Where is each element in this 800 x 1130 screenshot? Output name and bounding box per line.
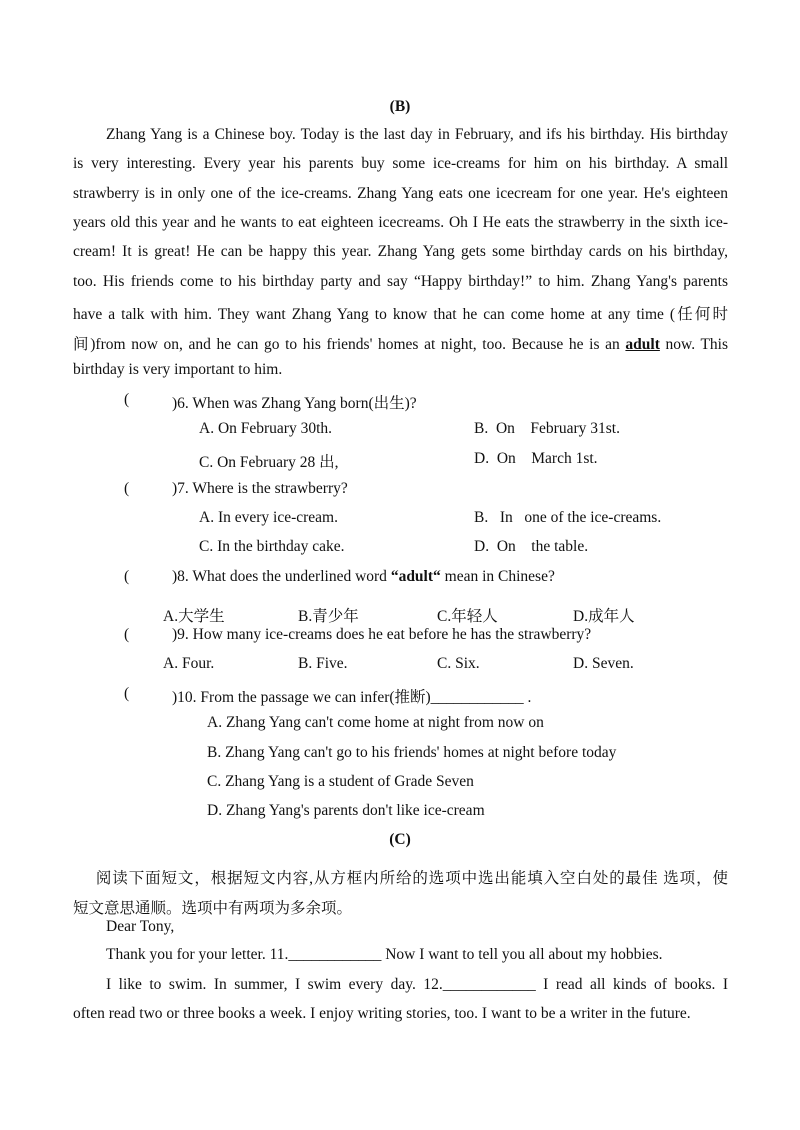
answer-blank-9[interactable]: ( [124,626,130,643]
question-9-text: )9. How many ice-creams does he eat before he has the strawberry? [172,626,592,643]
option-8b[interactable]: B.青少年 [298,608,359,625]
answer-blank-7[interactable]: ( [124,480,130,497]
letter-line-1: Thank you for your letter. 11.____________ Now I want to tell you all about my hobbies. [106,946,663,963]
option-8a[interactable]: A.大学生 [163,608,225,625]
passage-line-8: 间)from now on, and he can go to his friends' homes at night, too. Because he is an [73,336,620,353]
question-6-text: )6. When was Zhang Yang born(出生)? [172,395,417,412]
section-b-heading: (B) [389,98,411,115]
question-7-text: )7. Where is the strawberry? [172,480,348,497]
option-6b[interactable]: B. On February 31st. [474,420,620,437]
section-c-instruction-1: 阅读下面短文，根据短文内容,从方框内所给的选项中选出能填入空白处的最佳 选项，使 [95,870,728,887]
option-10d[interactable]: D. Zhang Yang's parents don't like ice-cream [207,802,485,819]
passage-line-5: cream! It is great! He can be happy this year. Zhang Yang gets some birthday cards on his birthday, [73,243,728,260]
option-9d[interactable]: D. Seven. [573,655,634,672]
option-7d[interactable]: D. On the table. [474,538,589,555]
section-c-heading: (C) [389,831,411,848]
letter-line-2: I like to swim. In summer, I swim every day. 12.____________ I read all kinds of books. I [106,976,728,993]
option-7b[interactable]: B. In one of the ice-creams. [474,509,662,526]
option-10c[interactable]: C. Zhang Yang is a student of Grade Seven [207,773,474,790]
option-8c[interactable]: C.年轻人 [437,608,498,625]
answer-blank-6[interactable]: ( [124,391,130,408]
question-8-text-end: mean in Chinese? [440,568,555,585]
option-10a[interactable]: A. Zhang Yang can't come home at night from now on [207,714,544,731]
option-8d[interactable]: D.成年人 [573,608,635,625]
option-7c[interactable]: C. In the birthday cake. [199,538,345,555]
option-9b[interactable]: B. Five. [298,655,348,672]
section-c-instruction-2: 短文意思通顺。选项中有两项为多余项。 [73,900,353,917]
passage-line-8-end: now. This [665,336,729,353]
letter-line-3: often read two or three books a week. I enjoy writing stories, too. I want to be a writer in the future. [73,1005,691,1022]
option-7a[interactable]: A. In every ice-cream. [199,509,338,526]
option-10b[interactable]: B. Zhang Yang can't go to his friends' homes at night before today [207,744,617,761]
question-8-text: )8. What does the underlined word [172,568,391,585]
passage-line-2: is very interesting. Every year his parents buy some ice-creams for him on his birthday. A small [73,155,728,172]
option-9a[interactable]: A. Four. [163,655,215,672]
option-6d[interactable]: D. On March 1st. [474,450,598,467]
letter-greeting: Dear Tony, [106,918,175,935]
option-6a[interactable]: A. On February 30th. [199,420,333,437]
answer-blank-10[interactable]: ( [124,685,130,702]
option-9c[interactable]: C. Six. [437,655,480,672]
question-10-text: )10. From the passage we can infer(推断)____________ . [172,689,532,706]
passage-line-6: too. His friends come to his birthday party and say “Happy birthday!” to him. Zhang Yang's parents [73,273,728,290]
answer-blank-8[interactable]: ( [124,568,130,585]
passage-line-1: Zhang Yang is a Chinese boy. Today is the last day in February, and ifs his birthday. His birthday [106,126,728,143]
underlined-word-adult: adult [625,336,660,353]
passage-line-9: birthday is very important to him. [73,361,283,378]
question-8-word: “adult“ [390,568,441,585]
passage-line-7: have a talk with him. They want Zhang Yang to know that he can come home at any time (任何时 [73,306,728,323]
passage-line-4: years old this year and he wants to eat eighteen icecreams. Oh I He eats the strawberry in the sixth ice- [73,214,728,231]
option-6c[interactable]: C. On February 28 出, [199,454,339,471]
passage-line-3: strawberry is in only one of the ice-creams. Zhang Yang eats one icecream for one year. He's eighteen [73,185,728,202]
